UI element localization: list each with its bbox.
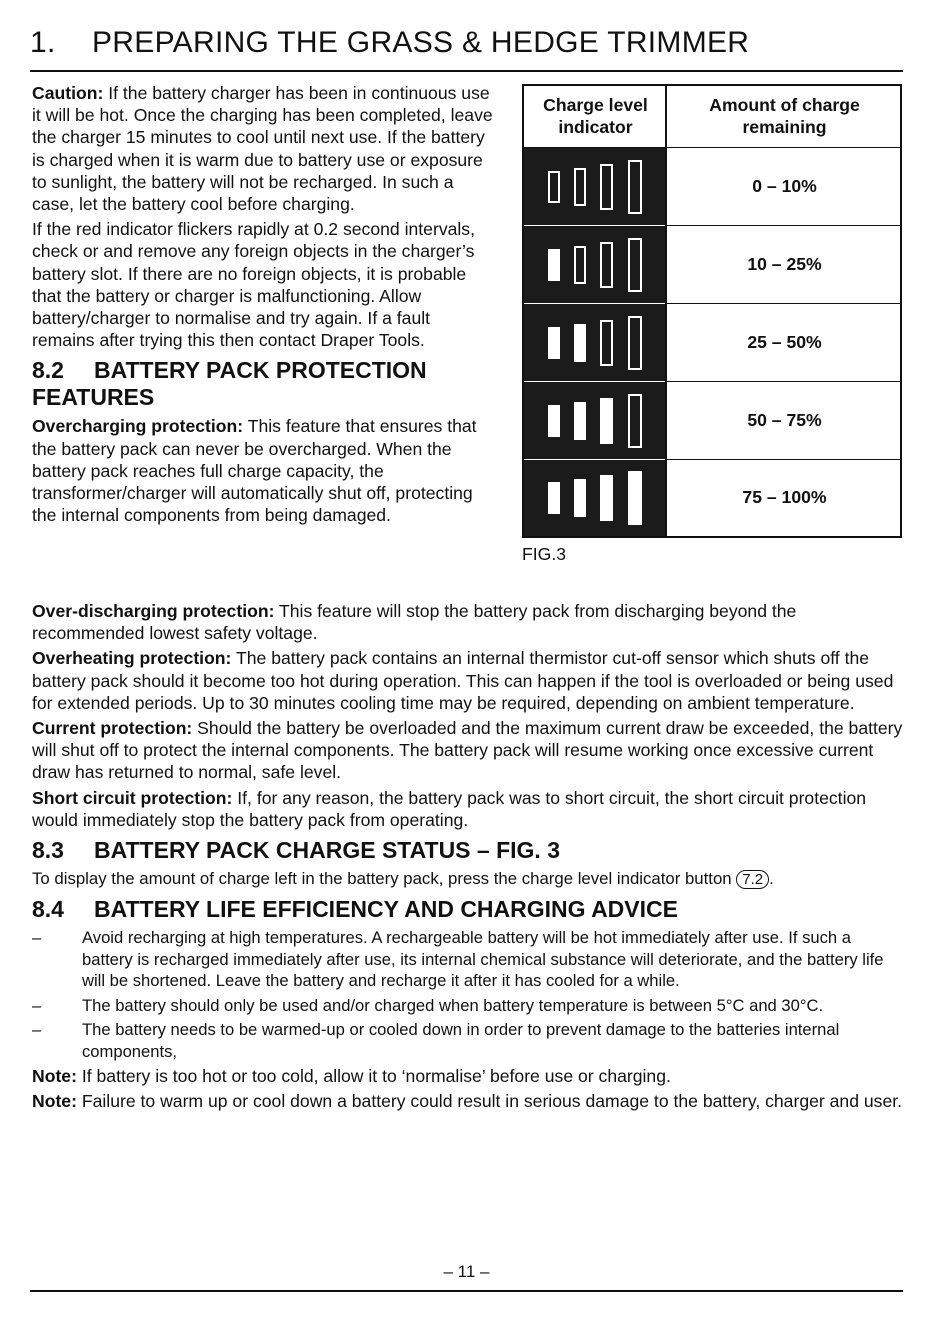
header-rule [30,70,903,72]
section-8-3-number: 8.3 [32,837,64,864]
figure-label: FIG.3 [522,544,566,564]
unlit-bar-icon [628,316,642,370]
list-item-text: The battery needs to be warmed-up or cooled down in order to prevent damage to the batteries internal components, [82,1020,840,1061]
advice-list [32,927,904,1062]
overheating-label: Overheating protection: [32,648,232,669]
col-header-indicator: Charge level indicator [543,95,648,137]
battery-level-icon [524,460,665,536]
lit-bar-icon [574,324,586,362]
unlit-bar-icon [574,246,586,284]
table-row [524,382,900,460]
unlit-bar-icon [600,242,613,288]
lit-bar-icon [628,471,642,525]
list-item-text: The battery should only be used and/or charged when battery temperature is between 5°C and 30°C. [82,995,824,1015]
note-1-label: Note: [32,1066,77,1087]
battery-level-icon [524,382,665,460]
current-text: Should the battery be overloaded and the maximum current draw be exceeded, the battery will shut off to protect the internal components. The battery pack will resume working once excessive current draw has returned to normal, safe level. [32,718,903,783]
section-8-2-number: 8.2 [32,357,64,384]
charge-value: 10 – 25% [747,254,822,274]
col-header-charge: Amount of charge remaining [709,95,860,137]
unlit-bar-icon [600,164,613,210]
section-8-3-heading [32,837,904,864]
charge-value: 75 – 100% [742,487,827,507]
charge-value: 25 – 50% [747,332,822,352]
caution-text: If the battery charger has been in continuous use it will be hot. Once the charging has been completed, leave the charger 15 minutes to cool until next use. If the battery is charged when it is warm due to battery use or exposure to sunlight, the battery will not be recharged. In such a case, let the battery cool before charging. [32,83,493,215]
list-item-text: Avoid recharging at high temperatures. A rechargeable battery will be hot immediately after use. If such a battery is recharged immediately after use, its internal chemical substance will deteriorate, and the battery life will be shortened. Leave the battery and recharge it after it has cooled for a while. [82,928,884,991]
list-dash: – [32,1020,42,1040]
page-number: – 11 – [443,1262,490,1281]
section-8-4-heading [32,896,904,923]
battery-level-icon [524,226,665,304]
overcharging-text: This feature that ensures that the battery pack can never be overcharged. When the battery pack reaches full charge capacity, the transformer/charger will automatically shut off, protecting the internal components from being damaged. [32,416,477,526]
list-dash: – [32,928,42,948]
red-indicator-paragraph: If the red indicator flickers rapidly at 0.2 second intervals, check or and remove any foreign objects in the charger’s battery slot. If there are no foreign objects, it is probable that the battery or charger is malfunctioning. Allow battery/charger to normalise and try again. If a fault remains after trying this then contact Draper Tools. [32,219,475,351]
short-circuit-label: Short circuit protection: [32,787,233,808]
section-number: 1. [30,26,56,59]
note-2-text: Failure to warm up or cool down a battery could result in serious damage to the battery, charger and user. [76,1091,903,1112]
section-8-2-title-line2: FEATURES [32,384,155,411]
unlit-bar-icon [548,171,560,203]
lit-bar-icon [600,475,613,521]
list-item [32,995,904,1017]
overheating-paragraph [32,647,904,714]
unlit-bar-icon [574,168,586,206]
note-1-text: If battery is too hot or too cold, allow it to ‘normalise’ before use or charging. [76,1066,671,1087]
lit-bar-icon [548,405,560,437]
short-circuit-text: If, for any reason, the battery pack was to short circuit, the short circuit protection would immediately stop the battery pack from operating. [32,787,867,830]
unlit-bar-icon [628,238,642,292]
overdischarging-text: This feature will stop the battery pack from discharging beyond the recommended lowest safety voltage. [32,601,797,644]
section-title: PREPARING THE GRASS & HEDGE TRIMMER [92,26,750,59]
short-circuit-paragraph [32,787,904,831]
page-title [30,26,749,60]
section-8-4-number: 8.4 [32,896,64,923]
section-8-4-title: BATTERY LIFE EFFICIENCY AND CHARGING ADVICE [94,896,678,923]
table-row [524,304,900,382]
button-reference-badge: 7.2 [736,870,769,889]
lit-bar-icon [548,482,560,514]
overdischarging-paragraph [32,600,904,644]
charge-level-table [522,84,902,538]
note-2 [32,1090,904,1112]
unlit-bar-icon [628,160,642,214]
current-paragraph [32,717,904,784]
table-row [524,460,900,536]
table-row [524,148,900,226]
section-8-3-text-end: . [769,869,774,889]
unlit-bar-icon [600,320,613,366]
section-8-2-title-line1: BATTERY PACK PROTECTION [94,357,427,384]
lit-bar-icon [574,479,586,517]
list-dash: – [32,995,42,1015]
caution-paragraph [32,82,494,215]
table-header [524,86,900,148]
overcharging-label: Overcharging protection: [32,416,244,437]
left-column [32,82,494,529]
overdischarging-label: Over-discharging protection: [32,601,275,621]
caution-label: Caution: [32,83,104,103]
charge-value: 50 – 75% [747,410,822,430]
list-item [32,927,904,992]
section-8-3-text: To display the amount of charge left in the battery pack, press the charge level indicator button [32,869,737,889]
footer-rule [30,1290,903,1292]
battery-level-icon [524,148,665,226]
lit-bar-icon [548,327,560,359]
table-row [524,226,900,304]
overcharging-paragraph [32,415,494,526]
note-1 [32,1065,904,1087]
list-item [32,1019,904,1062]
unlit-bar-icon [628,394,642,448]
section-8-2-heading [32,357,494,411]
note-2-label: Note: [32,1091,77,1112]
battery-level-icon [524,304,665,382]
lit-bar-icon [600,398,613,444]
lit-bar-icon [548,249,560,281]
section-8-3-title: BATTERY PACK CHARGE STATUS – FIG. 3 [94,837,560,864]
full-width-content [32,600,904,1116]
charge-value: 0 – 10% [752,176,817,196]
lit-bar-icon [574,402,586,440]
overheating-text: The battery pack contains an internal thermistor cut-off sensor which shuts off the battery pack should it become too hot during operation. This can happen if the tool is overloaded or being used for extended periods. Up to 30 minutes cooling time may be required, depending on ambient temperature. [32,648,894,713]
section-8-3-paragraph [32,868,904,890]
current-label: Current protection: [32,718,193,739]
